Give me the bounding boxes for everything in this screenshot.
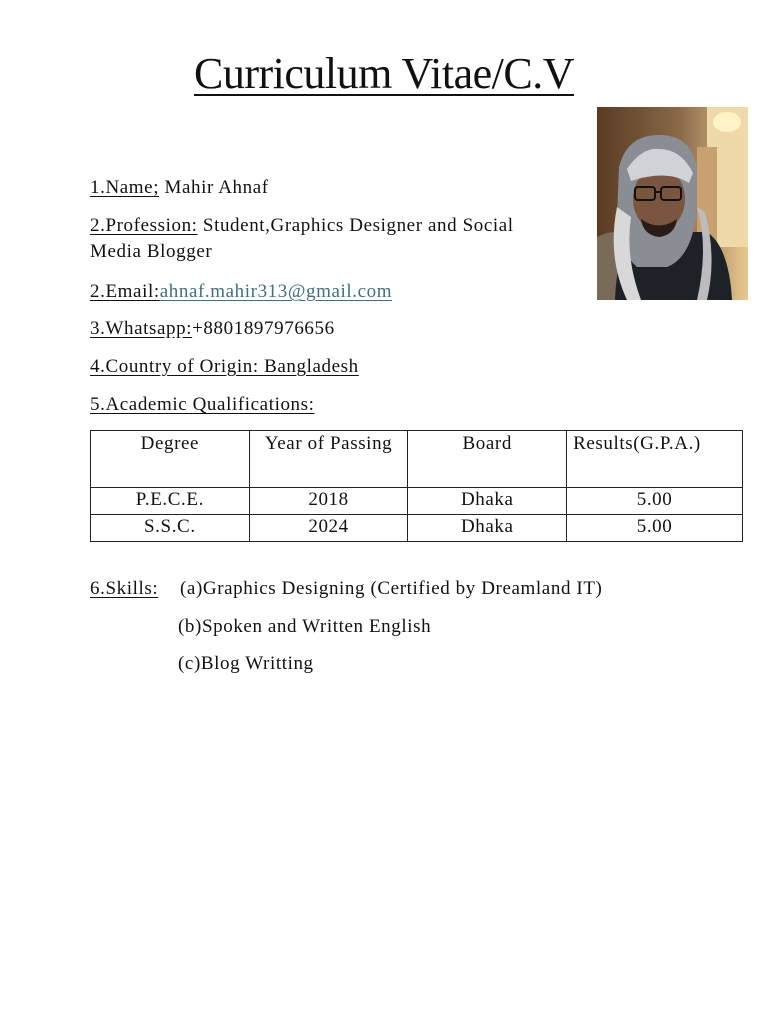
cell-result: 5.00 <box>567 488 743 515</box>
skills-label: 6.Skills: <box>90 578 159 599</box>
profession-label: 2.Profession: <box>90 215 198 236</box>
country-field <box>90 354 359 380</box>
profile-photo <box>597 107 748 300</box>
email-label: 2.Email: <box>90 281 160 302</box>
header-results: Results(G.P.A.) <box>567 431 743 488</box>
skill-item: (b)Spoken and Written English <box>178 616 432 637</box>
skill-item: (a)Graphics Designing (Certified by Dreamland IT) <box>180 578 603 599</box>
profession-value-line2: Media Blogger <box>90 241 213 262</box>
document-title: Curriculum Vitae/C.V <box>193 49 575 98</box>
whatsapp-label: 3.Whatsapp: <box>90 318 193 339</box>
whatsapp-value: +8801897976656 <box>192 318 335 339</box>
email-link[interactable]: ahnaf.mahir313@gmail.com <box>159 281 393 302</box>
skills-label-field <box>90 576 158 602</box>
cell-degree: P.E.C.E. <box>91 488 250 515</box>
academic-label: 5.Academic Qualifications: <box>90 394 315 415</box>
table-header-row <box>91 431 743 488</box>
name-value: Mahir Ahnaf <box>159 177 269 198</box>
table-row <box>91 488 743 515</box>
email-field <box>90 279 392 305</box>
cell-board: Dhaka <box>408 488 567 515</box>
cell-degree: S.S.C. <box>91 515 250 542</box>
name-label: 1.Name; <box>90 177 160 198</box>
header-board: Board <box>408 431 567 488</box>
skill-item: (c)Blog Writting <box>178 653 314 674</box>
qualifications-table <box>90 430 743 542</box>
cell-board: Dhaka <box>408 515 567 542</box>
whatsapp-field <box>90 316 335 342</box>
header-year: Year of Passing <box>249 431 408 488</box>
cell-year: 2024 <box>249 515 408 542</box>
cell-year: 2018 <box>249 488 408 515</box>
cell-result: 5.00 <box>567 515 743 542</box>
profession-value: Student,Graphics Designer and Social <box>197 215 514 236</box>
profile-photo-icon <box>597 107 748 300</box>
profession-field <box>90 213 514 265</box>
name-field <box>90 175 269 201</box>
academic-heading <box>90 392 315 418</box>
header-degree: Degree <box>91 431 250 488</box>
country-label: 4.Country of Origin: Bangladesh <box>90 356 359 377</box>
table-row <box>91 515 743 542</box>
